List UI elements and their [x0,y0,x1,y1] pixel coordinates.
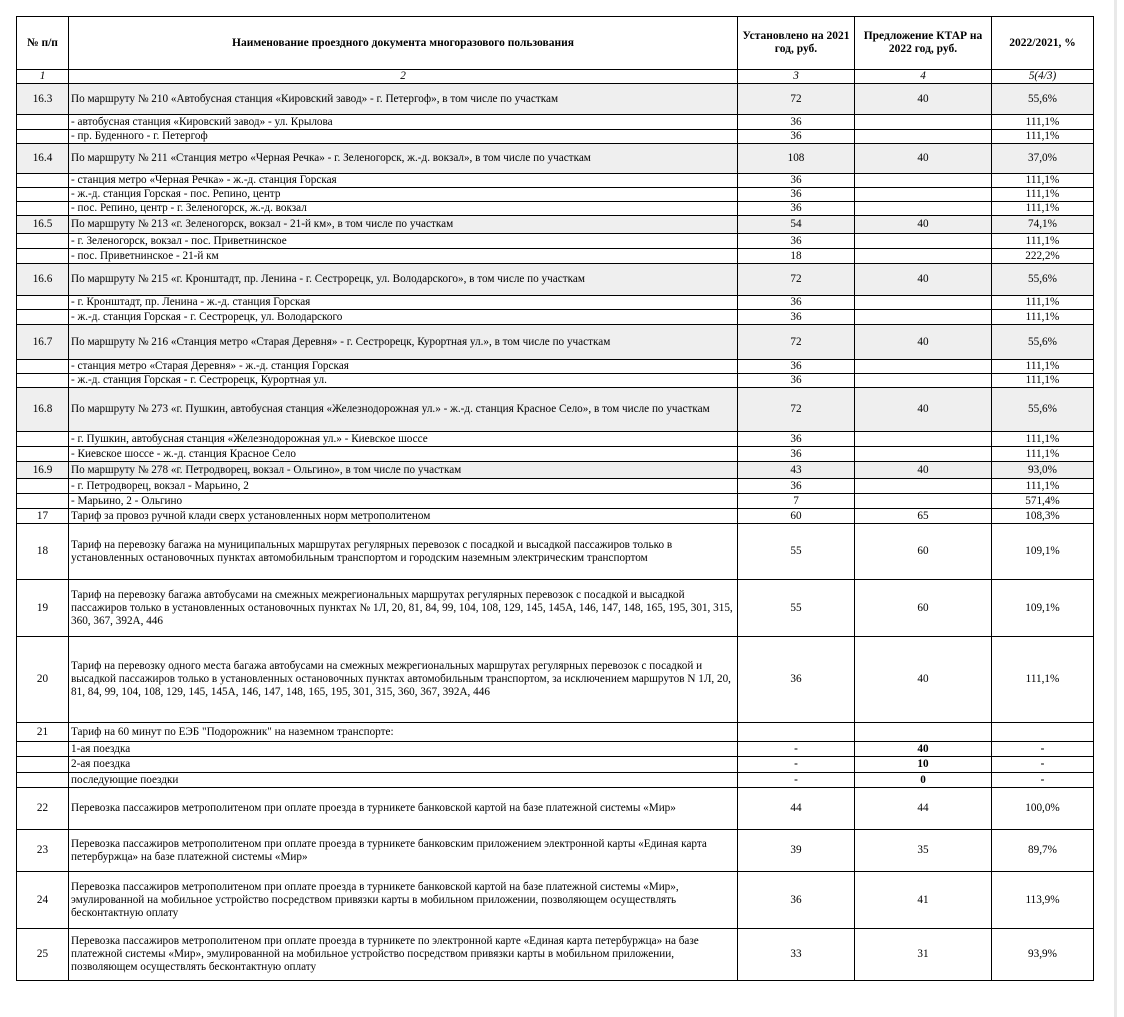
header-document-name: Наименование проездного документа многоразового пользования [69,17,738,70]
row-number [17,742,69,757]
table-row [17,130,1094,144]
table-row [17,234,1094,249]
row-price-2021 [738,723,855,742]
row-price-2021: 55 [738,524,855,580]
row-document-name: - ж.-д. станция Горская - пос. Репино, центр [69,188,738,202]
row-ratio: 111,1% [992,174,1094,188]
table-row [17,432,1094,447]
row-price-2021: 108 [738,144,855,174]
header-number: № п/п [17,17,69,70]
row-price-2021: 43 [738,462,855,479]
row-ratio: 111,1% [992,296,1094,310]
row-proposal-2022: 35 [855,830,992,872]
row-ratio: 111,1% [992,432,1094,447]
row-number: 16.8 [17,388,69,432]
column-numbers-row [17,70,1094,84]
table-body [17,84,1094,981]
row-ratio: - [992,757,1094,773]
row-price-2021: 36 [738,310,855,325]
row-document-name: Тариф на перевозку одного места багажа автобусами на смежных межрегиональных маршрутах регулярных перевозок с посадкой и высадкой пассажиров только в установленных остановочных пунктах автомобильным транспортом, за исключением маршрутов N 1Л, 20, 81, 84, 99, 104, 108, 129, 145, 145А, 146, 147, 148, 165, 195, 301, 315, 360, 367, 392А, 446 [69,637,738,723]
row-proposal-2022: 40 [855,264,992,296]
row-price-2021: 36 [738,296,855,310]
table-row [17,325,1094,360]
row-number [17,310,69,325]
row-ratio: 111,1% [992,637,1094,723]
tariff-table [16,16,1094,981]
row-proposal-2022: 41 [855,872,992,929]
row-ratio: 108,3% [992,509,1094,524]
row-document-name: Перевозка пассажиров метрополитеном при оплате проезда в турникете по электронной карте «Единая карта петербуржца» на базе платежной системы «Мир», эмулированной на мобильное устройство посредством привязки карты в мобильном приложении, позволяющем осуществлять бесконтактную оплату [69,929,738,981]
row-number [17,296,69,310]
row-price-2021: 36 [738,872,855,929]
row-price-2021: 36 [738,188,855,202]
row-price-2021: 36 [738,432,855,447]
row-number: 16.7 [17,325,69,360]
row-proposal-2022 [855,432,992,447]
row-ratio: 109,1% [992,580,1094,637]
row-price-2021: 60 [738,509,855,524]
table-row [17,757,1094,773]
row-ratio: 55,6% [992,388,1094,432]
row-ratio: 111,1% [992,188,1094,202]
row-proposal-2022: 40 [855,388,992,432]
row-proposal-2022: 40 [855,325,992,360]
row-price-2021: 36 [738,115,855,130]
row-number: 16.4 [17,144,69,174]
row-price-2021: 39 [738,830,855,872]
row-document-name: - ж.-д. станция Горская - г. Сестрорецк, Курортная ул. [69,374,738,388]
row-proposal-2022 [855,249,992,264]
row-document-name: По маршруту № 213 «г. Зеленогорск, вокзал - 21-й км», в том числе по участкам [69,216,738,234]
column-number: 2 [69,70,738,84]
row-price-2021: 36 [738,637,855,723]
row-proposal-2022 [855,479,992,494]
row-ratio: 93,0% [992,462,1094,479]
row-ratio: 111,1% [992,374,1094,388]
row-ratio: 109,1% [992,524,1094,580]
row-ratio: 93,9% [992,929,1094,981]
row-proposal-2022 [855,360,992,374]
row-price-2021: 44 [738,788,855,830]
header-proposal-2022: Предложение КТАР на 2022 год, руб. [855,17,992,70]
row-document-name: Перевозка пассажиров метрополитеном при оплате проезда в турникете банковской картой на базе платежной системы «Мир» [69,788,738,830]
table-row [17,773,1094,788]
row-number: 16.9 [17,462,69,479]
table-row [17,830,1094,872]
row-price-2021: - [738,757,855,773]
row-number: 18 [17,524,69,580]
row-price-2021: 72 [738,325,855,360]
row-document-name: - Марьино, 2 - Ольгино [69,494,738,509]
row-document-name: - Киевское шоссе - ж.-д. станция Красное Село [69,447,738,462]
page-edge-shadow [1114,0,1117,1017]
row-document-name: Тариф на перевозку багажа автобусами на смежных межрегиональных маршрутах регулярных перевозок с посадкой и высадкой пассажиров только в установленных остановочных пунктах № 1Л, 20, 81, 84, 99, 104, 108, 129, 145, 145А, 146, 147, 148, 165, 195, 301, 315, 360, 367, 392А, 446 [69,580,738,637]
row-document-name: 2-ая поездка [69,757,738,773]
table-row [17,264,1094,296]
row-proposal-2022 [855,310,992,325]
row-document-name: По маршруту № 278 «г. Петродворец, вокзал - Ольгино», в том числе по участкам [69,462,738,479]
row-document-name: Тариф на 60 минут по ЕЭБ "Подорожник" на наземном транспорте: [69,723,738,742]
table-row [17,462,1094,479]
row-number [17,202,69,216]
table-row [17,479,1094,494]
row-proposal-2022: 44 [855,788,992,830]
row-number [17,188,69,202]
table-row [17,524,1094,580]
row-document-name: - г. Пушкин, автобусная станция «Железнодорожная ул.» - Киевское шоссе [69,432,738,447]
row-ratio: 89,7% [992,830,1094,872]
row-ratio: - [992,742,1094,757]
row-price-2021: - [738,773,855,788]
table-row [17,929,1094,981]
row-number [17,115,69,130]
table-row [17,494,1094,509]
row-proposal-2022: 40 [855,742,992,757]
row-ratio: 111,1% [992,234,1094,249]
row-document-name: последующие поездки [69,773,738,788]
row-price-2021: 36 [738,374,855,388]
table-row [17,360,1094,374]
row-document-name: Перевозка пассажиров метрополитеном при оплате проезда в турникете банковским приложением электронной карты «Единая карта петербуржца» на базе платежной системы «Мир» [69,830,738,872]
row-ratio [992,723,1094,742]
row-price-2021: 72 [738,388,855,432]
row-price-2021: 36 [738,234,855,249]
row-proposal-2022 [855,374,992,388]
row-number: 25 [17,929,69,981]
row-number [17,174,69,188]
row-ratio: 111,1% [992,202,1094,216]
row-proposal-2022: 65 [855,509,992,524]
row-number [17,494,69,509]
row-proposal-2022: 10 [855,757,992,773]
table-row [17,310,1094,325]
row-document-name: По маршруту № 216 «Станция метро «Старая Деревня» - г. Сестрорецк, Курортная ул.», в том числе по участкам [69,325,738,360]
row-document-name: - г. Зеленогорск, вокзал - пос. Приветнинское [69,234,738,249]
row-proposal-2022: 40 [855,637,992,723]
row-ratio: 111,1% [992,115,1094,130]
tariff-document [16,16,1093,981]
row-proposal-2022 [855,115,992,130]
row-ratio: 111,1% [992,360,1094,374]
row-proposal-2022: 60 [855,524,992,580]
row-document-name: - пос. Приветнинское - 21-й км [69,249,738,264]
row-price-2021: 54 [738,216,855,234]
table-row [17,84,1094,115]
row-number: 16.3 [17,84,69,115]
column-number: 4 [855,70,992,84]
row-number: 20 [17,637,69,723]
row-number [17,234,69,249]
row-proposal-2022 [855,296,992,310]
row-document-name: - станция метро «Черная Речка» - ж.-д. станция Горская [69,174,738,188]
row-number [17,773,69,788]
row-price-2021: 55 [738,580,855,637]
row-ratio: 111,1% [992,479,1094,494]
row-number: 16.6 [17,264,69,296]
row-ratio: 100,0% [992,788,1094,830]
row-proposal-2022: 40 [855,462,992,479]
row-ratio: 55,6% [992,264,1094,296]
table-row [17,637,1094,723]
row-proposal-2022: 40 [855,144,992,174]
row-document-name: - пос. Репино, центр - г. Зеленогорск, ж.-д. вокзал [69,202,738,216]
table-row [17,872,1094,929]
table-row [17,174,1094,188]
row-ratio: 571,4% [992,494,1094,509]
row-ratio: 111,1% [992,310,1094,325]
row-proposal-2022 [855,447,992,462]
table-row [17,188,1094,202]
table-row [17,723,1094,742]
row-document-name: Тариф на перевозку багажа на муниципальных маршрутах регулярных перевозок с посадкой и высадкой пассажиров только в установленных остановочных пунктах автомобильным транспортом и городским наземным электрическим транспортом [69,524,738,580]
row-number [17,757,69,773]
row-ratio: 111,1% [992,447,1094,462]
row-price-2021: 33 [738,929,855,981]
row-price-2021: 72 [738,84,855,115]
row-ratio: 55,6% [992,325,1094,360]
row-number: 23 [17,830,69,872]
column-number: 1 [17,70,69,84]
row-proposal-2022: 40 [855,84,992,115]
row-proposal-2022: 0 [855,773,992,788]
row-document-name: 1-ая поездка [69,742,738,757]
row-ratio: 37,0% [992,144,1094,174]
row-ratio: - [992,773,1094,788]
row-number: 24 [17,872,69,929]
row-number [17,130,69,144]
row-ratio: 113,9% [992,872,1094,929]
row-price-2021: 36 [738,479,855,494]
row-price-2021: 36 [738,202,855,216]
row-number [17,447,69,462]
row-price-2021: 72 [738,264,855,296]
row-number: 19 [17,580,69,637]
row-document-name: - ж.-д. станция Горская - г. Сестрорецк, ул. Володарского [69,310,738,325]
row-number: 16.5 [17,216,69,234]
row-ratio: 111,1% [992,130,1094,144]
row-ratio: 55,6% [992,84,1094,115]
row-document-name: По маршруту № 215 «г. Кронштадт, пр. Ленина - г. Сестрорецк, ул. Володарского», в том числе по участкам [69,264,738,296]
row-proposal-2022 [855,494,992,509]
row-number [17,360,69,374]
table-row [17,580,1094,637]
row-document-name: Перевозка пассажиров метрополитеном при оплате проезда в турникете банковской картой на базе платежной системы «Мир», эмулированной на мобильное устройство посредством привязки карты в мобильном приложении, позволяющем осуществлять бесконтактную оплату [69,872,738,929]
row-document-name: Тариф за провоз ручной клади сверх установленных норм метрополитеном [69,509,738,524]
row-proposal-2022: 40 [855,216,992,234]
row-document-name: По маршруту № 210 «Автобусная станция «Кировский завод» - г. Петергоф», в том числе по участкам [69,84,738,115]
row-proposal-2022: 31 [855,929,992,981]
row-price-2021: - [738,742,855,757]
row-proposal-2022 [855,130,992,144]
row-ratio: 74,1% [992,216,1094,234]
table-row [17,742,1094,757]
row-number [17,249,69,264]
column-number: 5(4/3) [992,70,1094,84]
row-proposal-2022 [855,188,992,202]
table-row [17,296,1094,310]
row-number: 21 [17,723,69,742]
row-document-name: - г. Петродворец, вокзал - Марьино, 2 [69,479,738,494]
row-number [17,374,69,388]
row-number [17,432,69,447]
row-price-2021: 36 [738,174,855,188]
row-proposal-2022 [855,723,992,742]
table-row [17,216,1094,234]
table-row [17,388,1094,432]
table-row [17,788,1094,830]
row-proposal-2022: 60 [855,580,992,637]
table-row [17,144,1094,174]
table-row [17,115,1094,130]
row-document-name: По маршруту № 273 «г. Пушкин, автобусная станция «Железнодорожная ул.» - ж.-д. станция Красное Село», в том числе по участкам [69,388,738,432]
header-ratio: 2022/2021, % [992,17,1094,70]
table-header-row [17,17,1094,70]
row-number [17,479,69,494]
table-row [17,249,1094,264]
row-document-name: - г. Кронштадт, пр. Ленина - ж.-д. станция Горская [69,296,738,310]
table-row [17,509,1094,524]
row-number: 22 [17,788,69,830]
row-price-2021: 18 [738,249,855,264]
row-proposal-2022 [855,234,992,249]
table-row [17,447,1094,462]
table-row [17,374,1094,388]
header-price-2021: Установлено на 2021 год, руб. [738,17,855,70]
row-document-name: - станция метро «Старая Деревня» - ж.-д. станция Горская [69,360,738,374]
row-price-2021: 36 [738,447,855,462]
row-price-2021: 36 [738,360,855,374]
row-price-2021: 7 [738,494,855,509]
column-number: 3 [738,70,855,84]
row-document-name: - пр. Буденного - г. Петергоф [69,130,738,144]
row-document-name: - автобусная станция «Кировский завод» - ул. Крылова [69,115,738,130]
row-number: 17 [17,509,69,524]
row-proposal-2022 [855,174,992,188]
row-proposal-2022 [855,202,992,216]
row-document-name: По маршруту № 211 «Станция метро «Черная Речка» - г. Зеленогорск, ж.-д. вокзал», в том числе по участкам [69,144,738,174]
table-row [17,202,1094,216]
row-price-2021: 36 [738,130,855,144]
row-ratio: 222,2% [992,249,1094,264]
